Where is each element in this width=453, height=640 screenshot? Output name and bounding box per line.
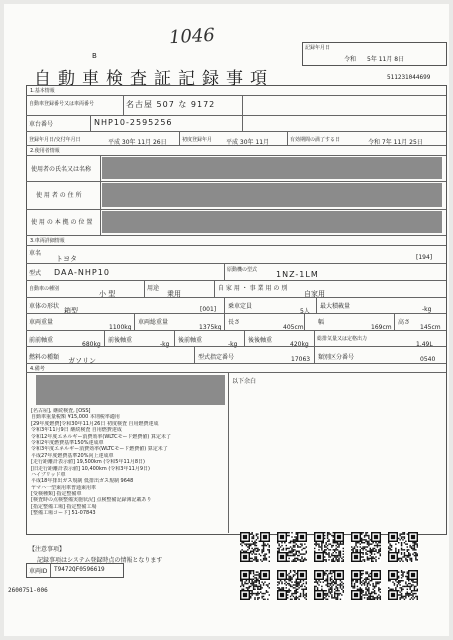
remarks-line: [走行距離計表示値] 19,500km (令和5年11月8日): [31, 459, 145, 466]
section-vehicle-heading: 3.車両詳細情報: [30, 238, 65, 244]
rear-rear-axle-label: 後後軸重: [248, 337, 273, 344]
displacement-label: 総排気量又は定格出力: [317, 336, 368, 342]
capacity-value: 5人: [300, 308, 310, 315]
model-value: DAA-NHP10: [54, 268, 110, 277]
remarks-list: [31, 408, 227, 517]
user-address-redaction: [102, 183, 442, 207]
remarks-line: [旧走行距離計表示値] 10,400km (令和3年11月9日): [31, 465, 150, 472]
section-basic-heading: 1.基本情報: [30, 88, 55, 94]
document-serial: 511231044699: [387, 74, 431, 81]
remarks-line: [29年度燃費]令和30年11月26日 初度検査 自用燃費達成: [31, 420, 159, 427]
use-label: 用途: [147, 285, 160, 292]
qr-code: [351, 532, 381, 562]
reg-number-label: 自動車登録番号又は車両番号: [29, 101, 95, 107]
notice-title: 【注意事項】: [29, 546, 66, 553]
remarks-line: [整備工場コード] 51-07843: [31, 510, 96, 517]
rear-rear-axle-value: 420kg: [290, 341, 309, 348]
first-reg-value: 平成 30年 11月 26日: [108, 139, 167, 146]
type-number-label: 型式指定番号: [198, 354, 235, 361]
displacement-value: 1.49L: [416, 341, 433, 348]
section-user-heading: 2.使用者情報: [30, 148, 60, 154]
qr-code: [277, 532, 307, 562]
qr-code: [314, 570, 344, 600]
base-location-redaction: [102, 211, 442, 233]
footer-code: 2600751-006: [8, 587, 48, 594]
private-value: 自家用: [304, 290, 325, 298]
engine-value: 1NZ-1LM: [276, 270, 319, 279]
expiry-value: 令和 7年 11月 25日: [368, 139, 423, 146]
maker-label: 車名: [29, 250, 42, 257]
maxload-value: -kg: [422, 306, 432, 313]
body-label: 車体の形状: [29, 303, 60, 310]
notice-text: 記録事項はシステム登録時点の情報となります: [37, 557, 163, 564]
kind-label: 自動車の種別: [29, 286, 60, 292]
qr-code: [388, 570, 418, 600]
engine-label: 原動機の型式: [227, 267, 258, 273]
length-label: 長さ: [228, 319, 241, 326]
remarks-line: 令和3年度エネルギー消費効率(WLTCモード燃費値) 算定未了: [31, 446, 168, 453]
gross-weight-value: 1375kg: [199, 324, 222, 331]
expiry-label: 有効期間の満了する日: [290, 137, 341, 143]
vehicle-id-label: 車両ID: [29, 568, 48, 575]
handwritten-number: 1046: [168, 24, 216, 49]
remarks-redaction: [36, 375, 225, 405]
qr-code: [240, 570, 270, 600]
inspection-record-sheet: [4, 4, 449, 636]
body-value: 箱型: [64, 307, 78, 315]
vin-label: 車台番号: [29, 121, 54, 128]
remarks-line: 令和12年度エネルギー消費効率(WLTCモード燃費値) 算定未了: [31, 433, 171, 440]
section-remarks-heading: 4.備考: [30, 366, 45, 372]
base-location-label: 使 用 の 本 拠 の 位 置: [31, 219, 93, 226]
fuel-value: ガソリン: [68, 357, 96, 365]
private-label: 自 家 用 ・ 事 業 用 の 別: [218, 285, 288, 292]
remarks-blank-label: 以下余白: [232, 378, 257, 385]
model-label: 型式: [29, 270, 42, 277]
remarks-line: [指定整備工場] 指定整備工場: [31, 503, 97, 510]
remarks-line: 令和2年度燃費基準150%達成車: [31, 439, 104, 446]
remarks-line: 平成18年排出ガス規制 低排出ガス規制 9648: [31, 478, 134, 485]
maker-value: トヨタ: [56, 255, 77, 263]
user-address-label: 使 用 者 の 住 所: [36, 192, 82, 199]
user-name-redaction: [102, 157, 442, 179]
maxload-label: 最大積載量: [320, 303, 351, 310]
first-year-value: 平成 30年 11月: [226, 139, 270, 146]
capacity-label: 乗車定員: [228, 303, 253, 310]
qr-code: [277, 570, 307, 600]
record-date-value: 5年 11月 8日: [367, 56, 405, 63]
length-value: 405cm: [283, 324, 304, 331]
form-letter: B: [92, 52, 97, 60]
rear-front-axle-label: 後前軸重: [178, 337, 203, 344]
type-number-value: 17063: [291, 356, 311, 363]
qr-code: [388, 532, 418, 562]
fuel-label: 燃料の種類: [29, 354, 60, 361]
document-title: 自動車検査証記録事項: [34, 69, 274, 89]
maker-code: [194]: [416, 254, 433, 261]
weight-label: 車両重量: [29, 319, 54, 326]
first-year-label: 初度登録年月: [182, 137, 213, 143]
use-value: 乗用: [167, 290, 181, 298]
front-front-axle-label: 前前軸重: [29, 337, 54, 344]
remarks-line: [名古屋], 継続検査, [OSS]: [31, 408, 91, 414]
height-label: 高さ: [398, 319, 411, 326]
width-value: 169cm: [371, 324, 392, 331]
remarks-line: [検査時の点検整備実施状況] 点検整備記録簿記載あり: [31, 497, 152, 504]
remarks-line: 平成27年度燃費基準20%向上達成車: [31, 452, 114, 459]
rear-front-axle-value: -kg: [228, 341, 238, 348]
front-rear-axle-value: -kg: [160, 341, 170, 348]
class-number-label: 類別区分番号: [318, 354, 355, 361]
kind-value: 小 型: [99, 290, 116, 298]
front-front-axle-value: 680kg: [82, 341, 101, 348]
width-label: 幅: [318, 319, 325, 326]
user-name-label: 使用者の氏名又は名称: [31, 166, 92, 173]
front-rear-axle-label: 前後軸重: [108, 337, 133, 344]
gross-weight-label: 車両総重量: [138, 319, 169, 326]
first-reg-label: 登録年月日/交付年月日: [29, 137, 81, 143]
reg-number-value: 名古屋 507 な 9172: [126, 100, 216, 109]
vehicle-id-value: T9472QF0596619: [54, 566, 105, 573]
remarks-line: 令和3年11月9日 継続検査 自用燃費達成: [31, 427, 122, 434]
qr-code: [351, 570, 381, 600]
record-date-label: 記録年月日: [305, 45, 331, 51]
remarks-line: 自動車重量税額 ¥15,000 本則税率適用: [31, 414, 120, 421]
body-code: [001]: [200, 306, 217, 313]
height-value: 145cm: [420, 324, 441, 331]
weight-value: 1100kg: [109, 324, 132, 331]
remarks-line: [受検種類] 指定整備車: [31, 491, 82, 498]
vin-value: NHP10-2595256: [94, 118, 173, 127]
qr-code: [314, 532, 344, 562]
class-number-value: 0540: [420, 356, 436, 363]
remarks-line: ヤマハ一型乗用車普通乗用車: [31, 484, 96, 491]
qr-code: [240, 532, 270, 562]
record-date-era: 令和: [344, 56, 357, 63]
remarks-line: ハイブリッド車: [31, 471, 66, 478]
